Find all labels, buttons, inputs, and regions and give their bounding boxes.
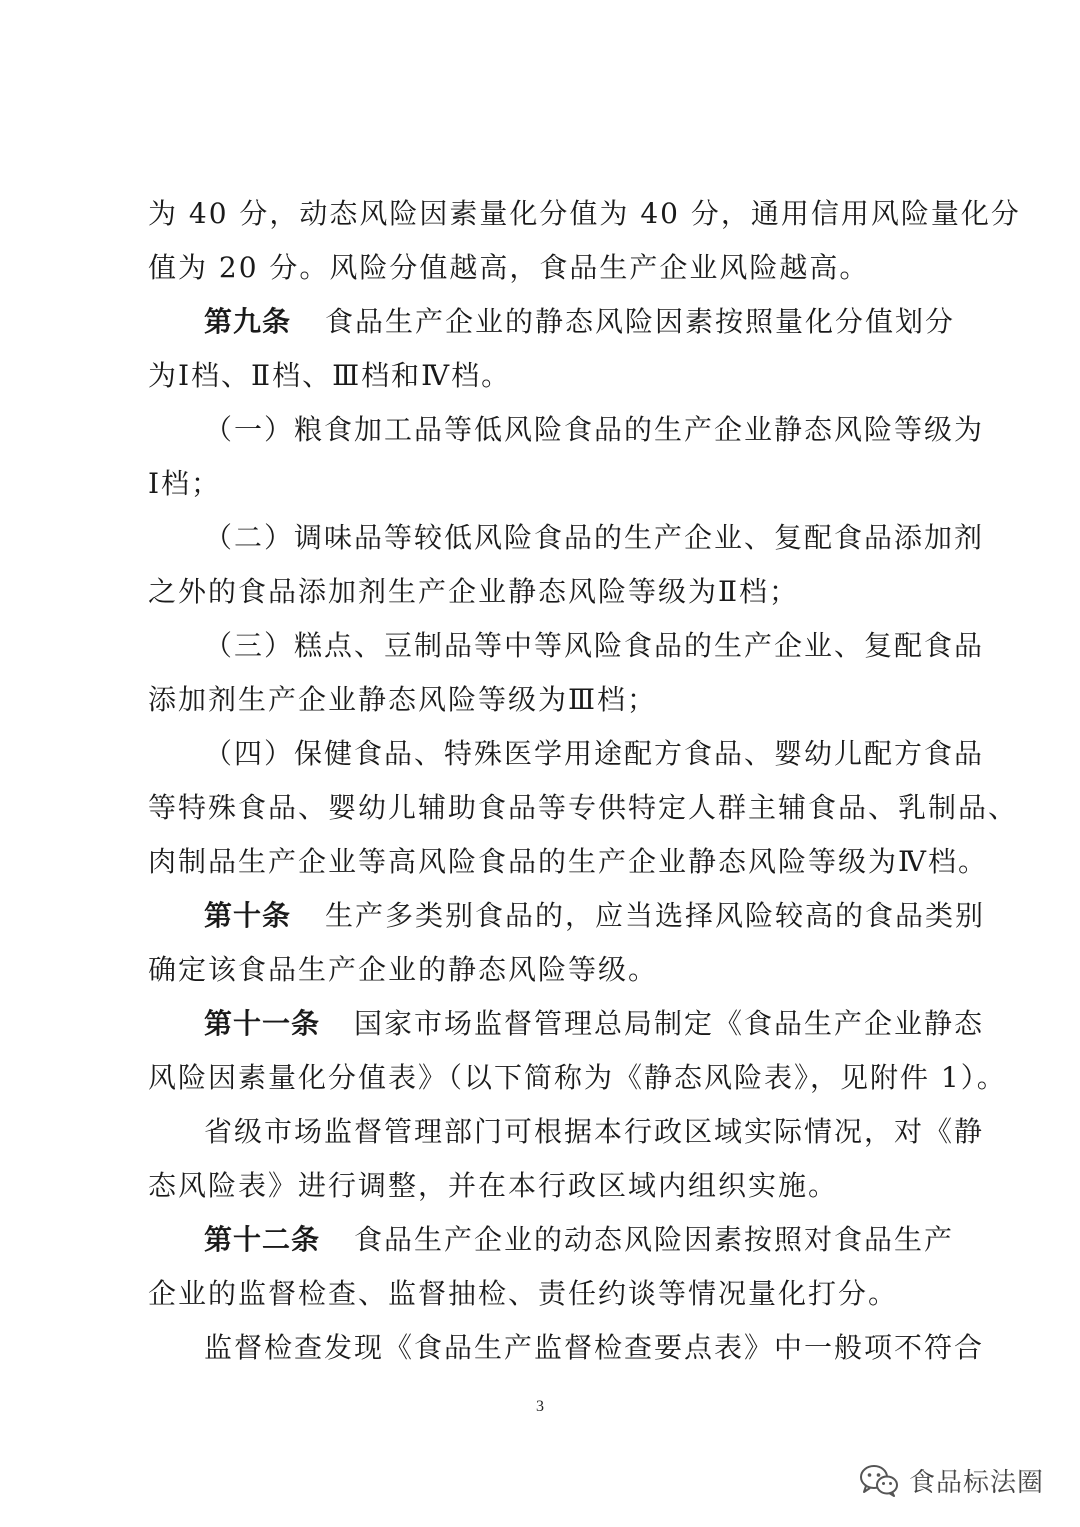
text-line: 肉制品生产企业等高风险食品的生产企业静态风险等级为Ⅳ档。 — [148, 845, 988, 878]
text-line: 为 40 分，动态风险因素量化分值为 40 分，通用信用风险量化分 — [148, 197, 1021, 230]
article-text: 食品生产企业的静态风险因素按照量化分值划分 — [325, 305, 956, 338]
watermark-text: 食品标法圈 — [908, 1468, 1044, 1498]
article-text: 食品生产企业的动态风险因素按照对食品生产 — [354, 1223, 955, 1256]
text-line: 风险因素量化分值表》（以下简称为《静态风险表》，见附件 1）。 — [148, 1061, 1007, 1094]
text-line: 之外的食品添加剂生产企业静态风险等级为Ⅱ档； — [148, 575, 800, 608]
text-line: 省级市场监督管理部门可根据本行政区域实际情况，对《静 — [204, 1115, 985, 1148]
text-line: 等特殊食品、婴幼儿辅助食品等专供特定人群主辅食品、乳制品、 — [148, 791, 1019, 824]
article-label: 第十条 — [204, 899, 292, 932]
text-line: （一）粮食加工品等低风险食品的生产企业静态风险等级为 — [204, 413, 985, 446]
text-line: 值为 20 分。风险分值越高，食品生产企业风险越高。 — [148, 251, 870, 284]
article-text: 生产多类别食品的，应当选择风险较高的食品类别 — [325, 899, 986, 932]
text-line: （二）调味品等较低风险食品的生产企业、复配食品添加剂 — [204, 521, 985, 554]
article-12-line — [148, 1213, 955, 1267]
article-10-line — [148, 889, 986, 943]
text-line: 为Ⅰ档、Ⅱ档、Ⅲ档和Ⅳ档。 — [148, 359, 512, 392]
watermark — [859, 1462, 1044, 1499]
text-line: Ⅰ档； — [148, 467, 222, 500]
text-line: （三）糕点、豆制品等中等风险食品的生产企业、复配食品 — [204, 629, 985, 662]
text-line: 添加剂生产企业静态风险等级为Ⅲ档； — [148, 683, 658, 716]
wechat-icon — [859, 1464, 899, 1498]
text-line: （四）保健食品、特殊医学用途配方食品、婴幼儿配方食品 — [204, 737, 985, 770]
article-label: 第九条 — [204, 305, 292, 338]
article-text: 国家市场监督管理总局制定《食品生产企业静态 — [354, 1007, 985, 1040]
article-label: 第十一条 — [204, 1007, 321, 1040]
article-11-line — [148, 997, 985, 1051]
text-line: 监督检查发现《食品生产监督检查要点表》中一般项不符合 — [204, 1331, 985, 1364]
document-body — [148, 187, 1021, 1375]
text-line: 态风险表》进行调整，并在本行政区域内组织实施。 — [148, 1169, 839, 1202]
article-label: 第十二条 — [204, 1223, 321, 1256]
text-line: 企业的监督检查、监督抽检、责任约谈等情况量化打分。 — [148, 1277, 899, 1310]
page-number: 3 — [536, 1398, 544, 1415]
article-9-line — [148, 295, 956, 349]
text-line: 确定该食品生产企业的静态风险等级。 — [148, 953, 659, 986]
